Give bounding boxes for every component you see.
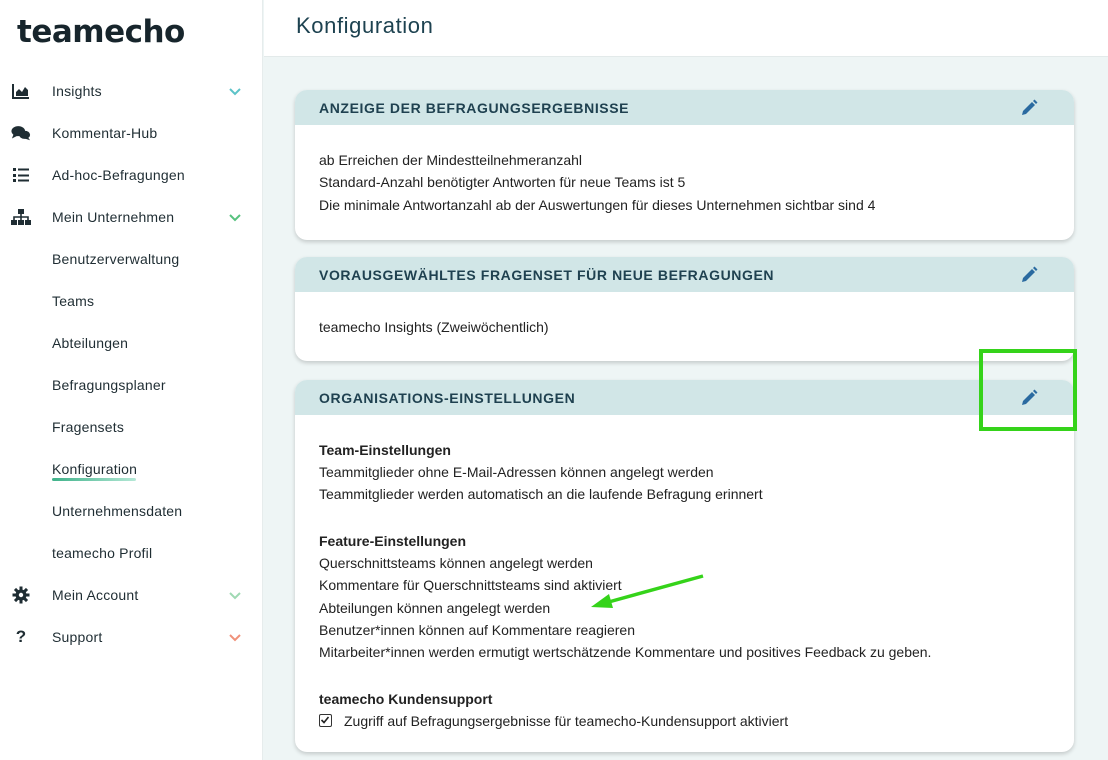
sidebar-item-befragungsplaner[interactable] [0,364,263,406]
setting-text: Standard-Anzahl benötigter Antworten für neue Teams ist 5 [319,174,686,191]
section-title: Team-Einstellungen [319,442,451,458]
sidebar-item-label: Insights [52,83,102,99]
sidebar-item-support[interactable] [0,616,263,658]
sidebar-item-unternehmensdaten[interactable] [0,490,263,532]
setting-text: Abteilungen können angelegt werden [319,599,551,616]
sidebar-item-label: Befragungsplaner [52,377,166,393]
card-results-display [295,90,1074,240]
sidebar-item-label: Kommentar-Hub [52,125,158,141]
sidebar-item-konfiguration[interactable] [0,448,263,490]
section-title: Feature-Einstellungen [319,532,467,549]
sidebar-item-label: Konfiguration [52,461,138,477]
sidebar-item-ad-hoc-befragungen[interactable] [0,154,263,196]
pencil-icon[interactable] [1020,266,1038,284]
pencil-icon[interactable] [1020,99,1038,117]
card-body [295,125,1074,216]
sidebar-item-label: Benutzerverwaltung [52,251,180,267]
sidebar-item-mein-account[interactable] [0,574,263,616]
sidebar-item-label: Fragensets [52,419,125,435]
sidebar-item-kommentar-hub[interactable] [0,112,263,154]
sidebar-item-benutzerverwaltung[interactable] [0,238,263,280]
page-header [264,0,1108,57]
sitemap-icon [11,207,31,227]
sidebar-item-label: Teams [52,293,95,309]
sidebar-item-label: Mein Unternehmen [52,209,175,225]
chevron-down-icon[interactable] [228,84,242,98]
card-title: VORAUSGEWÄHLTES FRAGENSET FÜR NEUE BEFRAGUNGEN [319,266,775,283]
checkbox-label: Zugriff auf Befragungsergebnisse für teamecho-Kundensupport aktiviert [344,712,789,729]
card-header [295,257,1074,292]
card-title: ORGANISATIONS-EINSTELLUNGEN [319,389,576,406]
sidebar-item-fragensets[interactable] [0,406,263,448]
chevron-down-icon[interactable] [228,630,242,644]
support-access-row [319,710,1050,732]
sidebar-item-label: Abteilungen [52,335,129,351]
sidebar-item-label: Ad-hoc-Befragungen [52,167,185,183]
logo[interactable]: teamecho [17,14,185,50]
chevron-down-icon[interactable] [228,588,242,602]
sidebar-item-label: Unternehmensdaten [52,503,183,519]
support-access-checkbox[interactable] [319,714,332,727]
setting-text: Teammitglieder werden automatisch an die laufende Befragung erinnert [319,486,763,503]
highlight-box [979,349,1077,431]
setting-text: teamecho Insights (Zweiwöchentlich) [319,319,549,335]
annotation-arrow [585,570,710,612]
sidebar [0,0,263,760]
chevron-down-icon[interactable] [228,210,242,224]
setting-text: Mitarbeiter*innen werden ermutigt wertschätzende Kommentare und positives Feedback zu geben. [319,644,932,661]
list-icon [11,165,31,185]
card-header [295,90,1074,125]
setting-text: Teammitglieder ohne E-Mail-Adressen können angelegt werden [319,464,714,480]
setting-text: Kommentare für Querschnittsteams sind aktiviert [319,577,622,594]
setting-text: Querschnittsteams können angelegt werden [319,554,593,571]
page-title: Konfiguration [296,13,434,38]
setting-text: Die minimale Antwortanzahl ab der Auswertungen für dieses Unternehmen sichtbar sind 4 [319,196,876,213]
sidebar-item-teamecho-profil[interactable] [0,532,263,574]
setting-text: Benutzer*innen können auf Kommentare reagieren [319,621,635,638]
card-organisation-settings [295,380,1074,752]
chart-icon [11,81,31,101]
question-icon: ? [15,627,27,646]
sidebar-item-abteilungen[interactable] [0,322,263,364]
sidebar-item-mein-unternehmen[interactable] [0,196,263,238]
card-body [295,292,1074,338]
active-indicator [52,478,136,481]
comments-icon [11,123,31,143]
card-title: ANZEIGE DER BEFRAGUNGSERGEBNISSE [319,99,630,116]
sidebar-item-label: Support [52,629,103,645]
setting-text: ab Erreichen der Mindestteilnehmeranzahl [319,152,583,168]
card-header [295,380,1074,415]
sidebar-item-insights[interactable] [0,70,263,112]
section-title: teamecho Kundensupport [319,690,493,707]
card-questionset [295,257,1074,361]
gear-icon [11,585,31,605]
sidebar-nav [0,70,263,658]
sidebar-item-label: teamecho Profil [52,545,153,561]
sidebar-item-label: Mein Account [52,587,139,603]
sidebar-item-teams[interactable] [0,280,263,322]
